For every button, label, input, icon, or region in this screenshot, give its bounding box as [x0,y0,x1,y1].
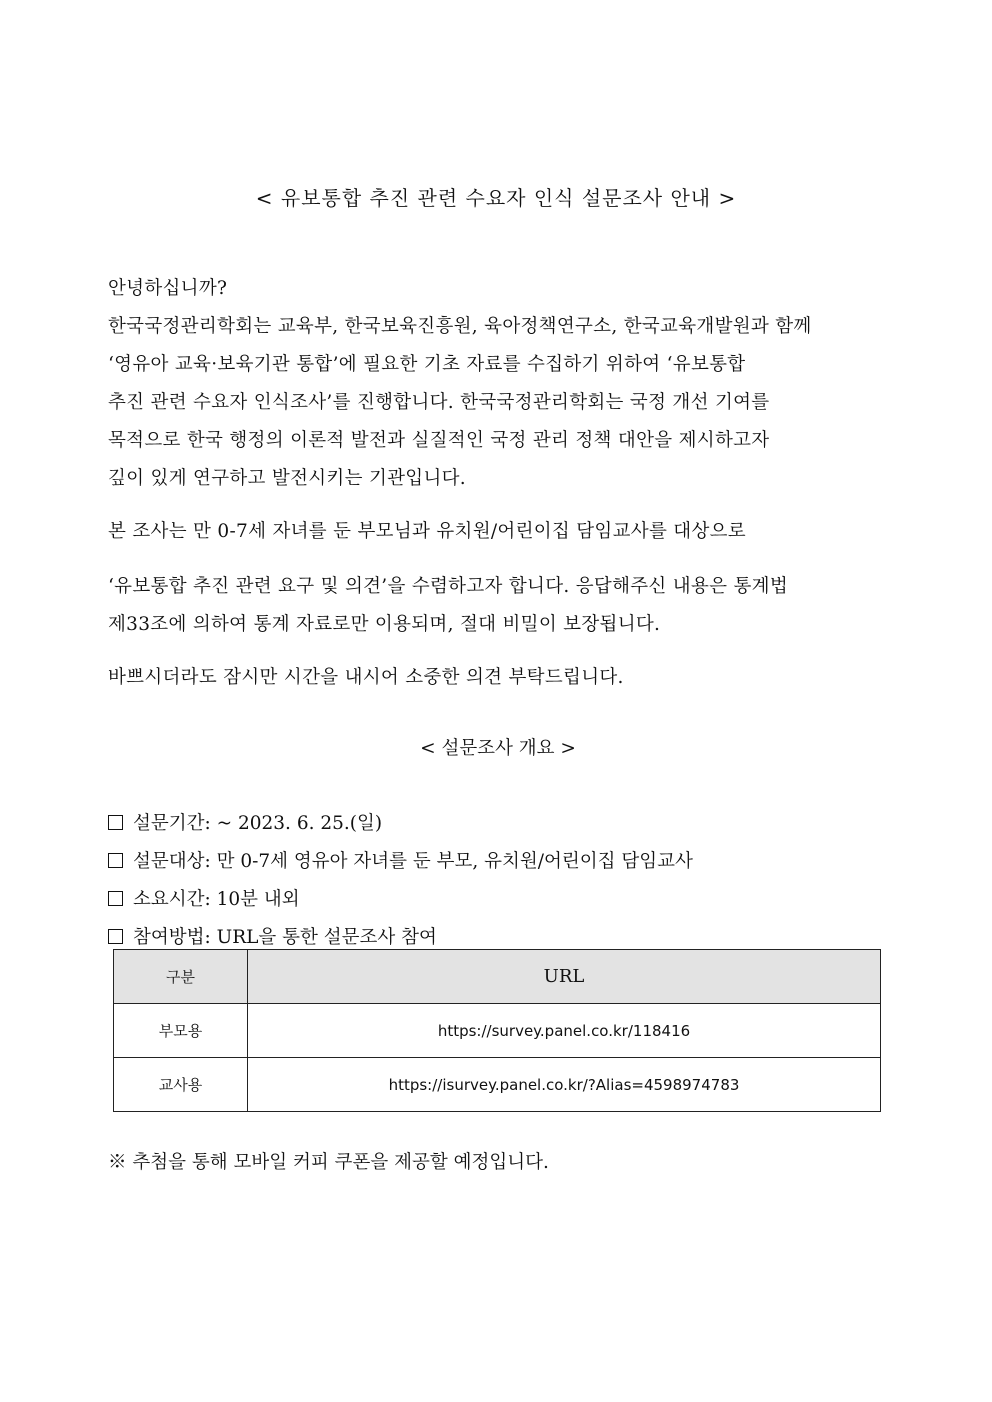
intro-line-4: 목적으로 한국 행정의 이론적 발전과 실질적인 국정 관리 정책 대안을 제시하고자 [108,430,770,451]
intro-line-3: 추진 관련 수요자 인식조사’를 진행합니다. 한국국정관리학회는 국정 개선 기여를 [108,392,770,413]
header-url: URL [248,950,881,1004]
intro-line-5: 깊이 있게 연구하고 발전시키는 기관입니다. [108,468,466,489]
table-row [114,1004,881,1058]
overview-item-method [108,923,437,949]
overview-item-text: 참여방법: URL을 통한 설문조사 참여 [133,927,437,948]
row-label-teacher: 교사용 [114,1058,248,1112]
table-row [114,1058,881,1112]
overview-item-target [108,847,693,873]
url-table [113,949,881,1112]
overview-item-text: 설문기간: ~ 2023. 6. 25.(일) [133,813,383,834]
footnote: ※ 추첨을 통해 모바일 커피 쿠폰을 제공할 예정입니다. [108,1152,549,1173]
header-category: 구분 [114,950,248,1004]
overview-item-duration [108,885,300,911]
checkbox-icon [108,853,123,868]
parent-survey-link[interactable]: https://survey.panel.co.kr/118416 [248,1004,881,1058]
intro-line-2: ‘영유아 교육·보육기관 통합’에 필요한 기초 자료를 수집하기 위하여 ‘유보통합 [108,354,746,375]
overview-item-text: 소요시간: 10분 내외 [133,889,300,910]
intro-line-1: 한국국정관리학회는 교육부, 한국보육진흥원, 육아정책연구소, 한국교육개발원과 함께 [108,316,812,337]
row-label-parent: 부모용 [114,1004,248,1058]
overview-item-period [108,809,382,835]
overview-subtitle: < 설문조사 개요 > [420,738,576,759]
table-header-row [114,950,881,1004]
closing-paragraph: 바쁘시더라도 잠시만 시간을 내시어 소중한 의견 부탁드립니다. [108,667,624,688]
checkbox-icon [108,929,123,944]
document-title: < 유보통합 추진 관련 수요자 인식 설문조사 안내 > [255,186,737,210]
target-paragraph: 본 조사는 만 0-7세 자녀를 둔 부모님과 유치원/어린이집 담임교사를 대상으로 [108,521,746,542]
purpose-line-1: ‘유보통합 추진 관련 요구 및 의견’을 수렴하고자 합니다. 응답해주신 내용은 통계법 [108,576,788,597]
teacher-survey-link[interactable]: https://isurvey.panel.co.kr/?Alias=4598974783 [248,1058,881,1112]
checkbox-icon [108,815,123,830]
greeting: 안녕하십니까? [108,278,228,299]
overview-item-text: 설문대상: 만 0-7세 영유아 자녀를 둔 부모, 유치원/어린이집 담임교사 [133,851,693,872]
purpose-line-2: 제33조에 의하여 통계 자료로만 이용되며, 절대 비밀이 보장됩니다. [108,614,661,635]
checkbox-icon [108,891,123,906]
